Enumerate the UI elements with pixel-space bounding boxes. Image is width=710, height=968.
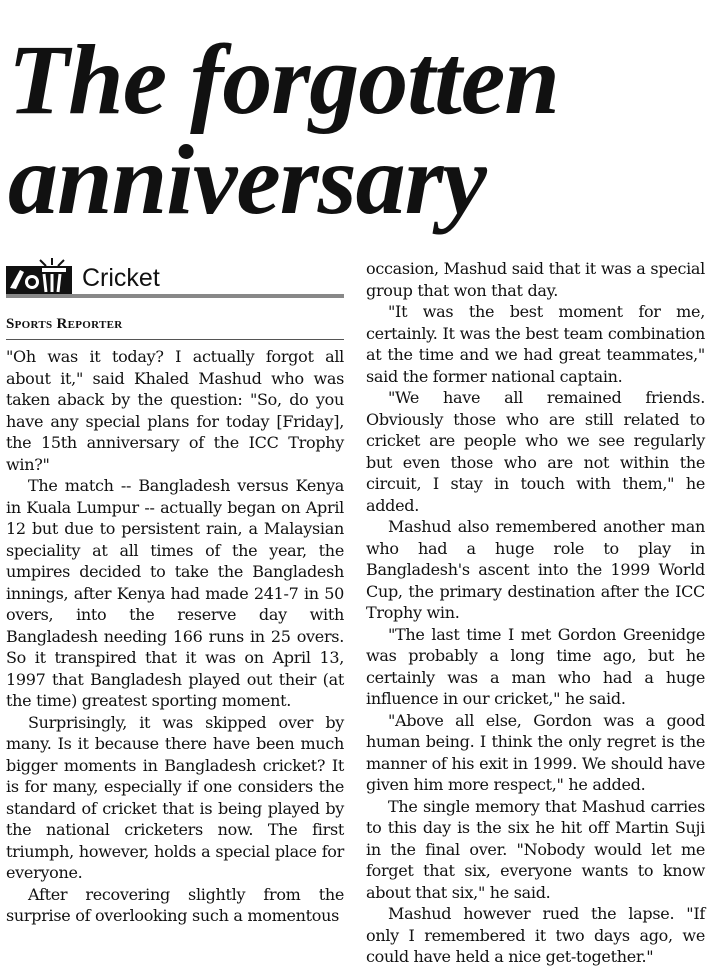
paragraph: "The last time I met Gordon Greenidge was probably a long time ago, but he certainly was a man who had a huge influence in our cricket," he said. [366, 624, 705, 708]
byline-rule [6, 339, 344, 340]
paragraph: Surprisingly, it was skipped over by many. Is it because there have been much bigger moments in Bangladesh cricket? It is for many, especially if one considers the standard of cricket that is being played by the national cricketers now. The first triumph, however, holds a special place for everyone. [6, 712, 344, 882]
paragraph: Mashud also remembered another man who had a huge role to play in Bangladesh's ascent into the 1999 World Cup, the primary destination after the ICC Trophy win. [366, 517, 705, 622]
left-column [6, 258, 344, 927]
section-header [6, 258, 344, 298]
paragraph: "We have all remained friends. Obviously those who are still related to cricket are people who we see regularly but even those who are not within the circuit, I stay in touch with them," he added. [366, 388, 705, 515]
headline [8, 24, 559, 235]
paragraph: Mashud however rued the lapse. "If only I remembered it two days ago, we could have held a nice get-together." [366, 904, 705, 966]
cricket-icon [6, 258, 72, 294]
section-label: Cricket [82, 264, 160, 292]
right-column [366, 258, 705, 968]
paragraph: "Oh was it today? I actually forgot all about it," said Khaled Mashud who was taken aback by the question: "So, do you have any special plans for today [Friday], the 15th anniversary of the ICC Trophy win?" [6, 347, 344, 474]
headline-line-1: The forgotten [8, 24, 559, 135]
paragraph: The match -- Bangladesh versus Kenya in Kuala Lumpur -- actually began on April 12 but due to persistent rain, a Malaysian speciality at all times of the year, the umpires decided to take the Bangladesh innings, after Kenya had made 241-7 in 50 overs, into the reserve day with Bangladesh needing 166 runs in 25 overs. So it transpired that it was on April 13, 1997 that Bangladesh played out their (at the time) greatest sporting moment. [6, 476, 344, 710]
section-rule [6, 294, 344, 298]
paragraph: occasion, Mashud said that it was a special group that won that day. [366, 259, 705, 300]
left-column-body [6, 346, 344, 927]
headline-line-2: anniversary [8, 124, 486, 235]
paragraph: The single memory that Mashud carries to this day is the six he hit off Martin Suji in the final over. "Nobody would let me forget that six, everyone wants to know about that six," he said. [366, 796, 705, 902]
byline: Sports Reporter [6, 316, 123, 332]
paragraph: "Above all else, Gordon was a good human being. I think the only regret is the manner of his exit in 1999. We should have given him more respect," he added. [366, 710, 705, 794]
paragraph: After recovering slightly from the surprise of overlooking such a momentous [6, 884, 344, 925]
right-column-body [366, 258, 705, 968]
paragraph: "It was the best moment for me, certainly. It was the best team combination at the time and we had great teammates," said the former national captain. [366, 302, 705, 386]
